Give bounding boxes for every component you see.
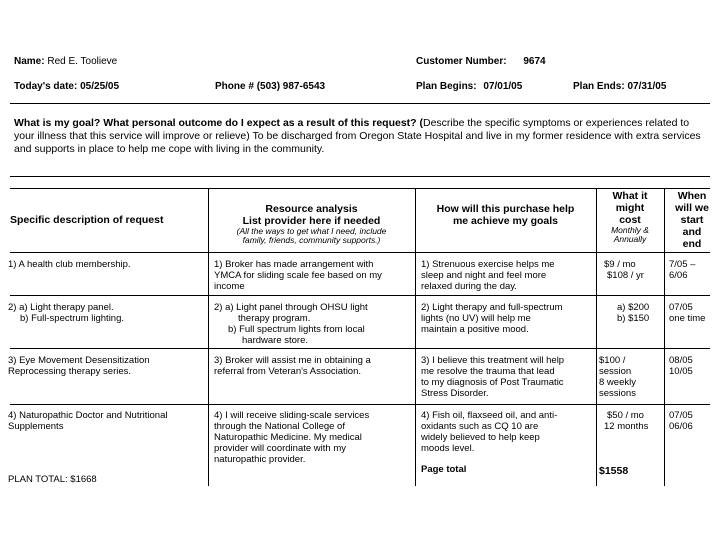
cell-line: to my diagnosis of Post Traumatic bbox=[421, 377, 564, 388]
plan-ends-label: Plan Ends: bbox=[573, 81, 625, 92]
goal-divider bbox=[10, 176, 710, 177]
row-divider bbox=[10, 404, 710, 405]
cell-line: 1) Broker has made arrangement with bbox=[214, 259, 374, 270]
cell-line: therapy program. bbox=[238, 313, 311, 324]
cell-line: 1) Strenuous exercise helps me bbox=[421, 259, 555, 270]
header-cost-note: Monthly & bbox=[611, 225, 649, 235]
table-row-3-resource bbox=[214, 355, 371, 377]
table-row-1-how bbox=[421, 259, 555, 292]
cell-line: relaxed during the day. bbox=[421, 281, 517, 292]
header-how-line: How will this purchase help bbox=[436, 203, 575, 215]
cell-line: $108 / yr bbox=[607, 270, 644, 281]
cell-line: 2) a) Light therapy panel. bbox=[8, 302, 114, 313]
goal-section bbox=[14, 117, 704, 156]
cell-line: 4) Fish oil, flaxseed oil, and anti- bbox=[421, 410, 558, 421]
cell-line: provider will coordinate with my bbox=[214, 443, 346, 454]
table-row-1-resource bbox=[214, 259, 382, 292]
cell-line: 7/05 – bbox=[669, 259, 696, 270]
page-total-label: Page total bbox=[421, 464, 467, 475]
header-resource-note: family, friends, community supports.) bbox=[242, 235, 381, 245]
cell-line: oxidants such as CQ 10 are bbox=[421, 421, 539, 432]
plan-ends-value: 07/31/05 bbox=[627, 81, 667, 92]
cell-line: lights (no UV) will help me bbox=[421, 313, 531, 324]
cell-line: 3) Broker will assist me in obtaining a bbox=[214, 355, 371, 366]
phone-value: (503) 987-6543 bbox=[256, 81, 326, 92]
cell-line: 2) Light therapy and full-spectrum bbox=[421, 302, 563, 313]
header-when-line: will we bbox=[675, 202, 709, 214]
todays-date-value: 05/25/05 bbox=[80, 81, 120, 92]
table-row-1-desc bbox=[8, 259, 131, 270]
cell-line: 07/05 bbox=[669, 410, 693, 421]
header-cost-line: might bbox=[615, 202, 645, 214]
table-row-4-cost bbox=[604, 410, 648, 432]
cell-line: YMCA for sliding scale fee based on my bbox=[214, 270, 382, 281]
table-row-2-how bbox=[421, 302, 563, 335]
cell-line: 07/05 bbox=[669, 302, 693, 313]
header-when-line: and bbox=[682, 226, 702, 238]
header-divider bbox=[10, 103, 710, 104]
header-how-line: me achieve my goals bbox=[452, 215, 559, 227]
cell-line: sessions bbox=[599, 388, 636, 399]
table-row-3-desc bbox=[8, 355, 150, 377]
cell-line: Naturopathic Medicine. My medical bbox=[214, 432, 362, 443]
cell-line: 3) Eye Movement Desensitization bbox=[8, 355, 150, 366]
table-row-2-resource bbox=[214, 302, 368, 346]
cell-line: moods level. bbox=[421, 443, 475, 454]
name-value: Red E. Toolieve bbox=[47, 56, 118, 67]
cell-line: session bbox=[599, 366, 632, 377]
cell-line: 6/06 bbox=[669, 270, 688, 281]
table-row-4-how bbox=[421, 410, 557, 454]
table-row-2-when bbox=[669, 302, 705, 324]
cell-line: b) Full spectrum lights from local bbox=[228, 324, 365, 335]
header-when-line: end bbox=[682, 238, 702, 250]
cell-line: 10/05 bbox=[669, 366, 693, 377]
header-resource-line: Resource analysis bbox=[265, 203, 358, 215]
cell-line: widely believed to help keep bbox=[421, 432, 540, 443]
table-row-2-desc bbox=[8, 302, 124, 324]
table-row-3-when bbox=[669, 355, 693, 377]
cell-line: 3) I believe this treatment will help bbox=[421, 355, 565, 366]
header-description: Specific description of request bbox=[10, 214, 164, 226]
column-divider bbox=[415, 188, 416, 486]
header-when-line: start bbox=[680, 214, 704, 226]
cell-line: Stress Disorder. bbox=[421, 388, 489, 399]
goal-question: What is my goal? What personal outcome do I expect as a result of this request? bbox=[14, 117, 417, 129]
plan-begins-field bbox=[416, 81, 522, 92]
goal-instruction: Describe the specific symptoms or experiences related to your illness that this service will improve or relieve) bbox=[14, 117, 690, 142]
cell-line: 2) a) Light panel through OHSU light bbox=[214, 302, 368, 313]
goal-paren: ( bbox=[419, 117, 423, 129]
header-resource-note: (All the ways to get what I need, include bbox=[236, 226, 387, 236]
row-divider bbox=[10, 348, 710, 349]
cell-line: $100 / bbox=[599, 355, 626, 366]
todays-date-field bbox=[14, 81, 119, 92]
table-row-4-resource bbox=[214, 410, 369, 465]
plan-ends-field bbox=[573, 81, 666, 92]
cell-line: me resolve the trauma that lead bbox=[421, 366, 555, 377]
cell-line: through the National College of bbox=[214, 421, 345, 432]
table-top-border bbox=[10, 188, 710, 189]
header-cost bbox=[596, 190, 664, 244]
table-row-3-cost bbox=[599, 355, 636, 399]
todays-date-label: Today's date: bbox=[14, 81, 78, 92]
name-label: Name: bbox=[14, 56, 45, 67]
cell-line: 4) I will receive sliding-scale services bbox=[214, 410, 370, 421]
cell-line: a) $200 bbox=[617, 302, 650, 313]
table-row-4-when bbox=[669, 410, 693, 432]
goal-answer: To be discharged from Oregon State Hospital and live in my former residence with extra services and supports in place to help me cope with living in the community. bbox=[14, 130, 701, 155]
header-when bbox=[664, 190, 720, 250]
phone-label: Phone # bbox=[215, 81, 254, 92]
table-row-3-how bbox=[421, 355, 564, 399]
cell-line: sleep and night and feel more bbox=[421, 270, 547, 281]
cell-line: one time bbox=[669, 313, 706, 324]
cell-line: 4) Naturopathic Doctor and Nutritional bbox=[8, 410, 168, 421]
table-row-4-desc bbox=[8, 410, 167, 432]
customer-number-label: Customer Number: bbox=[416, 56, 507, 67]
cell-line: Supplements bbox=[8, 421, 64, 432]
plan-begins-label: Plan Begins: bbox=[416, 81, 477, 92]
header-when-line: When bbox=[677, 190, 707, 202]
header-cost-line: cost bbox=[619, 214, 641, 226]
cell-line: 08/05 bbox=[669, 355, 693, 366]
cell-line: referral from Veteran's Association. bbox=[214, 366, 362, 377]
row-divider bbox=[10, 295, 710, 296]
cell-line: b) Full-spectrum lighting. bbox=[20, 313, 125, 324]
table-row-1-when bbox=[669, 259, 695, 281]
table-header-divider bbox=[10, 252, 710, 253]
cell-line: maintain a positive mood. bbox=[421, 324, 529, 335]
page-total-value: $1558 bbox=[599, 465, 629, 477]
header-how bbox=[415, 203, 596, 227]
header-cost-line: What it bbox=[612, 190, 648, 202]
cell-line: $9 / mo bbox=[604, 259, 636, 270]
plan-total: PLAN TOTAL: $1668 bbox=[8, 474, 97, 485]
cell-line: income bbox=[214, 281, 245, 292]
cell-line: 8 weekly bbox=[599, 377, 636, 388]
customer-number-field bbox=[416, 56, 546, 67]
plan-begins-value: 07/01/05 bbox=[483, 81, 523, 92]
table-row-1-cost bbox=[602, 259, 644, 281]
cell-line: 1) A health club membership. bbox=[8, 259, 131, 270]
name-field bbox=[14, 56, 117, 67]
cell-line: hardware store. bbox=[242, 335, 309, 346]
customer-number-value: 9674 bbox=[523, 56, 546, 67]
header-resource bbox=[208, 203, 415, 245]
cell-line: b) $150 bbox=[617, 313, 650, 324]
header-resource-line: List provider here if needed bbox=[242, 215, 381, 227]
table-row-2-cost bbox=[617, 302, 649, 324]
cell-line: naturopathic provider. bbox=[214, 454, 306, 465]
cell-line: $50 / mo bbox=[607, 410, 644, 421]
cell-line: Reprocessing therapy series. bbox=[8, 366, 132, 377]
phone-field bbox=[215, 81, 325, 92]
cell-line: 06/06 bbox=[669, 421, 693, 432]
cell-line: 12 months bbox=[604, 421, 649, 432]
header-cost-note: Annually bbox=[613, 234, 647, 244]
